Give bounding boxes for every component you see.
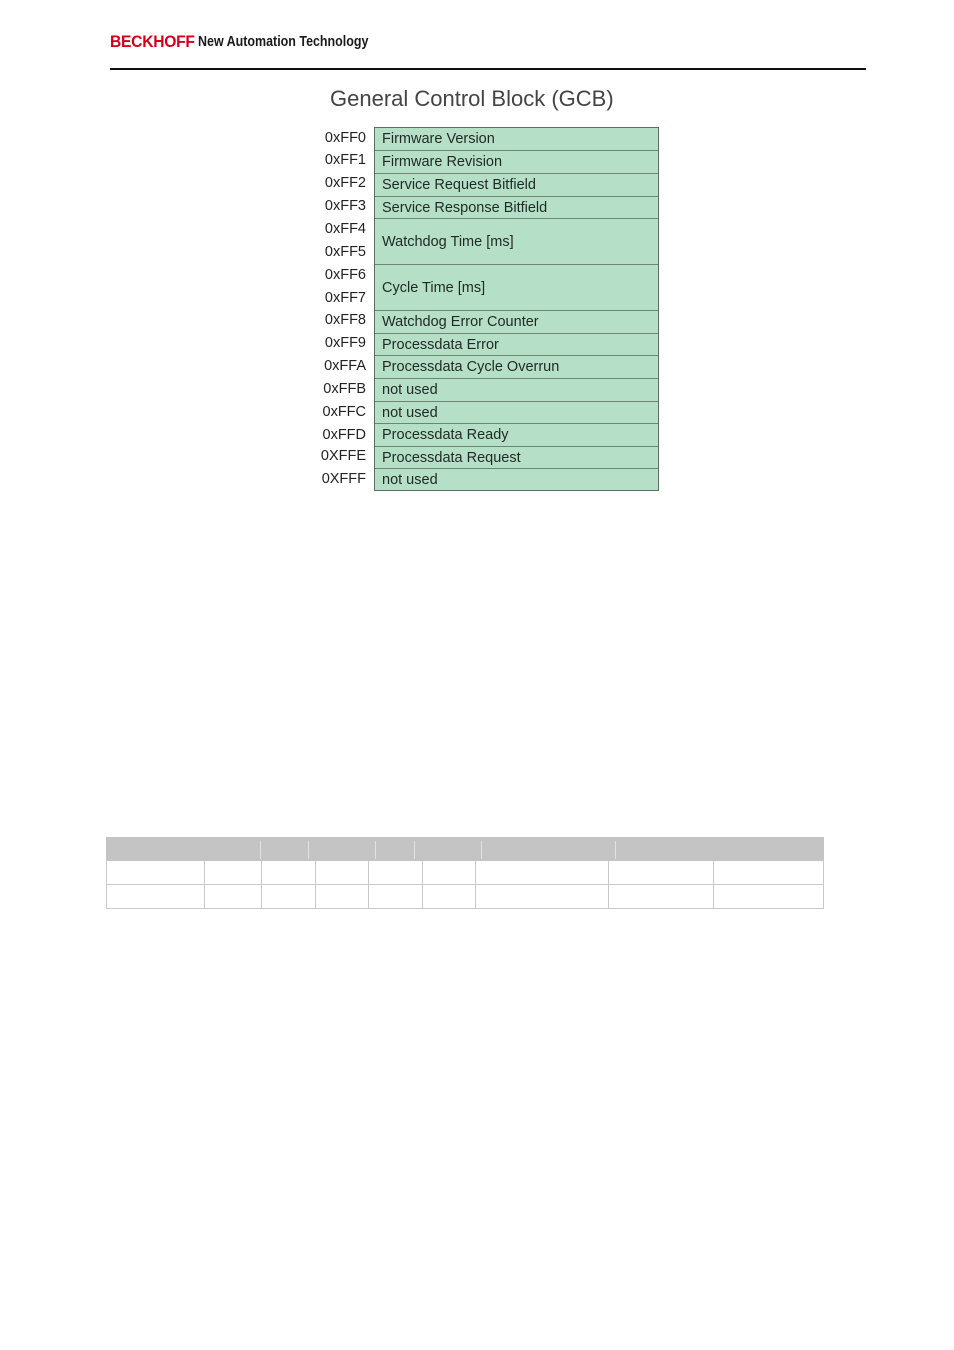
page-header <box>110 32 866 70</box>
cell-divider <box>204 861 205 884</box>
address-label: 0xFF2 <box>324 175 366 191</box>
register-cell: Processdata Request <box>375 447 658 469</box>
header-tagline: New Automation Technology <box>198 34 369 50</box>
cell-divider <box>608 861 609 884</box>
register-cell: Service Request Bitfield <box>375 174 658 197</box>
table-row <box>106 861 824 885</box>
beckhoff-logo: BECKHOFF <box>110 32 195 51</box>
register-cell: Cycle Time [ms] <box>375 265 658 311</box>
register-cell: not used <box>375 379 658 402</box>
address-label: 0XFFE <box>320 448 366 464</box>
header-separator <box>260 841 261 859</box>
header-separator <box>615 841 616 859</box>
cell-divider <box>261 861 262 884</box>
cell-divider <box>422 861 423 884</box>
register-cell: Watchdog Error Counter <box>375 311 658 334</box>
cell-divider <box>315 861 316 884</box>
cell-divider <box>315 885 316 908</box>
gcb-register-table <box>374 127 659 491</box>
cell-divider <box>713 861 714 884</box>
register-cell: Processdata Cycle Overrun <box>375 356 658 379</box>
address-label: 0xFF9 <box>324 335 366 351</box>
table-row <box>106 885 824 909</box>
cell-divider <box>204 885 205 908</box>
address-label: 0xFF5 <box>324 244 366 260</box>
cell-divider <box>368 885 369 908</box>
cell-divider <box>608 885 609 908</box>
register-cell: Service Response Bitfield <box>375 197 658 219</box>
address-label: 0xFFB <box>323 381 366 397</box>
register-cell: Watchdog Time [ms] <box>375 219 658 265</box>
header-separator <box>414 841 415 859</box>
address-label: 0xFF4 <box>324 221 366 237</box>
header-rule <box>110 68 866 70</box>
data-table <box>106 837 824 912</box>
cell-divider <box>261 885 262 908</box>
address-label: 0xFF8 <box>324 312 366 328</box>
address-label: 0xFF0 <box>324 130 366 146</box>
diagram-title: General Control Block (GCB) <box>330 86 614 111</box>
address-label: 0xFFC <box>322 404 366 420</box>
cell-divider <box>475 885 476 908</box>
cell-divider <box>422 885 423 908</box>
register-cell: not used <box>382 471 438 488</box>
address-label: 0xFF6 <box>324 267 366 283</box>
cell-divider <box>368 861 369 884</box>
register-cell: Firmware Version <box>375 128 658 151</box>
address-label: 0xFF7 <box>324 290 366 306</box>
cell-divider <box>713 885 714 908</box>
address-label: 0xFF3 <box>324 198 366 214</box>
header-separator <box>375 841 376 859</box>
address-label: 0xFFD <box>322 427 366 443</box>
register-cell: Processdata Error <box>375 334 658 356</box>
cell-divider <box>475 861 476 884</box>
address-label: 0xFFA <box>324 358 366 374</box>
address-label: 0XFFF <box>321 471 366 487</box>
table-header-row <box>106 837 824 861</box>
register-cell: Firmware Revision <box>375 151 658 174</box>
register-cell: not used <box>375 402 658 424</box>
address-label: 0xFF1 <box>324 152 366 168</box>
register-cell: Processdata Ready <box>375 424 658 447</box>
header-separator <box>481 841 482 859</box>
header-separator <box>308 841 309 859</box>
